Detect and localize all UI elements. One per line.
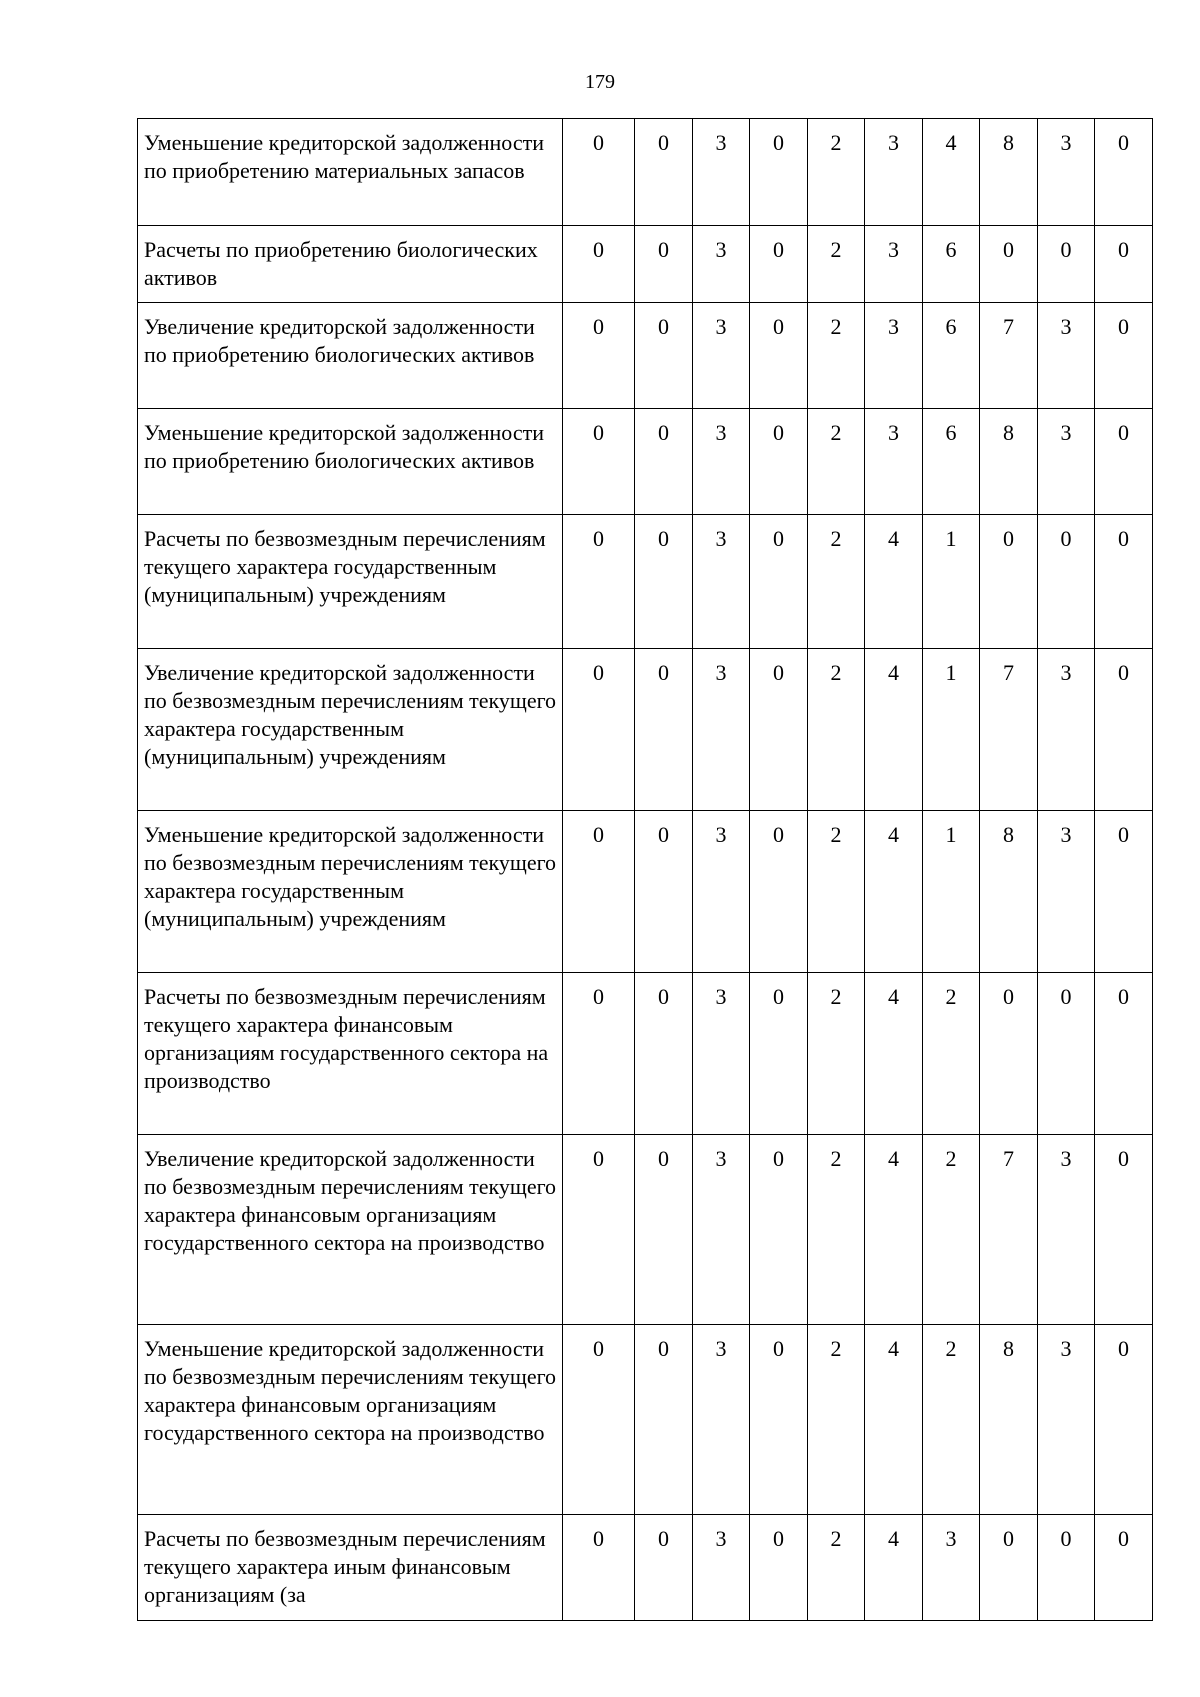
code-digit: 3 [693, 1135, 750, 1325]
code-digit: 0 [563, 1515, 635, 1621]
code-digit: 3 [1038, 303, 1095, 409]
code-digit: 2 [808, 811, 865, 973]
accounts-table-body [138, 119, 1153, 1621]
code-digit: 3 [1038, 1135, 1095, 1325]
code-digit: 2 [808, 515, 865, 649]
code-digit: 0 [635, 1325, 693, 1515]
code-digit: 0 [980, 973, 1038, 1135]
code-digit: 1 [923, 515, 980, 649]
table-row [138, 515, 1153, 649]
table-row [138, 1325, 1153, 1515]
code-digit: 4 [865, 973, 923, 1135]
code-digit: 3 [1038, 409, 1095, 515]
code-digit: 0 [635, 119, 693, 226]
code-digit: 0 [635, 409, 693, 515]
code-digit: 0 [1095, 1515, 1153, 1621]
account-description: Увеличение кредиторской задолженности по безвозмездным перечислениям текущего характера государственным (муниципальным) учреждениям [138, 649, 563, 811]
code-digit: 2 [923, 1325, 980, 1515]
table-row [138, 811, 1153, 973]
code-digit: 0 [563, 1325, 635, 1515]
code-digit: 0 [563, 409, 635, 515]
code-digit: 0 [980, 515, 1038, 649]
code-digit: 0 [750, 811, 808, 973]
code-digit: 0 [635, 303, 693, 409]
account-description: Расчеты по безвозмездным перечислениям текущего характера финансовым организациям государственного сектора на производство [138, 973, 563, 1135]
code-digit: 0 [750, 515, 808, 649]
code-digit: 3 [693, 973, 750, 1135]
code-digit: 0 [1095, 811, 1153, 973]
code-digit: 7 [980, 649, 1038, 811]
code-digit: 0 [563, 811, 635, 973]
code-digit: 0 [563, 226, 635, 303]
account-description: Уменьшение кредиторской задолженности по приобретению биологических активов [138, 409, 563, 515]
code-digit: 0 [563, 1135, 635, 1325]
code-digit: 4 [865, 1135, 923, 1325]
code-digit: 2 [808, 649, 865, 811]
code-digit: 8 [980, 119, 1038, 226]
code-digit: 2 [808, 409, 865, 515]
code-digit: 3 [693, 811, 750, 973]
code-digit: 0 [563, 303, 635, 409]
table-row [138, 973, 1153, 1135]
code-digit: 0 [1038, 515, 1095, 649]
code-digit: 8 [980, 811, 1038, 973]
code-digit: 1 [923, 811, 980, 973]
code-digit: 3 [693, 649, 750, 811]
code-digit: 4 [865, 1515, 923, 1621]
code-digit: 8 [980, 409, 1038, 515]
code-digit: 0 [563, 515, 635, 649]
code-digit: 3 [693, 515, 750, 649]
account-description: Уменьшение кредиторской задолженности по приобретению материальных запасов [138, 119, 563, 226]
code-digit: 0 [750, 409, 808, 515]
code-digit: 0 [750, 1135, 808, 1325]
code-digit: 3 [693, 1325, 750, 1515]
code-digit: 0 [563, 649, 635, 811]
account-description: Увеличение кредиторской задолженности по приобретению биологических активов [138, 303, 563, 409]
code-digit: 0 [635, 515, 693, 649]
code-digit: 3 [693, 409, 750, 515]
code-digit: 0 [635, 649, 693, 811]
code-digit: 3 [693, 303, 750, 409]
code-digit: 4 [865, 811, 923, 973]
code-digit: 0 [563, 119, 635, 226]
code-digit: 0 [1095, 303, 1153, 409]
code-digit: 0 [1095, 973, 1153, 1135]
code-digit: 7 [980, 303, 1038, 409]
accounts-table [137, 118, 1153, 1621]
code-digit: 0 [635, 811, 693, 973]
code-digit: 3 [865, 303, 923, 409]
code-digit: 0 [750, 973, 808, 1135]
code-digit: 0 [750, 226, 808, 303]
code-digit: 2 [808, 973, 865, 1135]
account-description: Увеличение кредиторской задолженности по безвозмездным перечислениям текущего характера финансовым организациям государственного сектора на производство [138, 1135, 563, 1325]
code-digit: 0 [1095, 1325, 1153, 1515]
code-digit: 0 [1095, 226, 1153, 303]
code-digit: 3 [865, 119, 923, 226]
code-digit: 0 [1038, 973, 1095, 1135]
code-digit: 3 [693, 1515, 750, 1621]
table-row [138, 1515, 1153, 1621]
table-row [138, 409, 1153, 515]
code-digit: 0 [635, 973, 693, 1135]
table-row [138, 1135, 1153, 1325]
code-digit: 3 [1038, 649, 1095, 811]
code-digit: 8 [980, 1325, 1038, 1515]
code-digit: 1 [923, 649, 980, 811]
code-digit: 4 [865, 1325, 923, 1515]
code-digit: 3 [923, 1515, 980, 1621]
code-digit: 4 [865, 649, 923, 811]
table-row [138, 303, 1153, 409]
code-digit: 0 [1095, 119, 1153, 226]
code-digit: 7 [980, 1135, 1038, 1325]
code-digit: 2 [808, 119, 865, 226]
code-digit: 2 [923, 973, 980, 1135]
table-row [138, 119, 1153, 226]
code-digit: 2 [808, 1325, 865, 1515]
code-digit: 2 [808, 1515, 865, 1621]
code-digit: 3 [865, 409, 923, 515]
code-digit: 0 [1038, 1515, 1095, 1621]
table-row [138, 226, 1153, 303]
code-digit: 2 [923, 1135, 980, 1325]
table-row [138, 649, 1153, 811]
code-digit: 4 [865, 515, 923, 649]
code-digit: 2 [808, 226, 865, 303]
code-digit: 0 [750, 1515, 808, 1621]
code-digit: 3 [1038, 811, 1095, 973]
code-digit: 0 [1095, 515, 1153, 649]
code-digit: 0 [750, 649, 808, 811]
code-digit: 0 [1038, 226, 1095, 303]
code-digit: 2 [808, 1135, 865, 1325]
code-digit: 0 [635, 1135, 693, 1325]
page-number: 179 [585, 71, 615, 93]
code-digit: 0 [750, 303, 808, 409]
code-digit: 3 [693, 226, 750, 303]
code-digit: 0 [1095, 409, 1153, 515]
code-digit: 0 [980, 226, 1038, 303]
code-digit: 6 [923, 409, 980, 515]
account-description: Расчеты по приобретению биологических активов [138, 226, 563, 303]
code-digit: 6 [923, 226, 980, 303]
code-digit: 0 [750, 1325, 808, 1515]
account-description: Уменьшение кредиторской задолженности по безвозмездным перечислениям текущего характера финансовым организациям государственного сектора на производство [138, 1325, 563, 1515]
code-digit: 0 [635, 226, 693, 303]
code-digit: 3 [1038, 1325, 1095, 1515]
code-digit: 0 [635, 1515, 693, 1621]
code-digit: 0 [563, 973, 635, 1135]
code-digit: 0 [980, 1515, 1038, 1621]
code-digit: 4 [923, 119, 980, 226]
code-digit: 3 [865, 226, 923, 303]
code-digit: 0 [1095, 649, 1153, 811]
code-digit: 0 [750, 119, 808, 226]
code-digit: 0 [1095, 1135, 1153, 1325]
code-digit: 6 [923, 303, 980, 409]
account-description: Расчеты по безвозмездным перечислениям текущего характера государственным (муниципальным) учреждениям [138, 515, 563, 649]
code-digit: 2 [808, 303, 865, 409]
account-description: Уменьшение кредиторской задолженности по безвозмездным перечислениям текущего характера государственным (муниципальным) учреждениям [138, 811, 563, 973]
code-digit: 3 [1038, 119, 1095, 226]
account-description: Расчеты по безвозмездным перечислениям текущего характера иным финансовым организациям (за [138, 1515, 563, 1621]
code-digit: 3 [693, 119, 750, 226]
